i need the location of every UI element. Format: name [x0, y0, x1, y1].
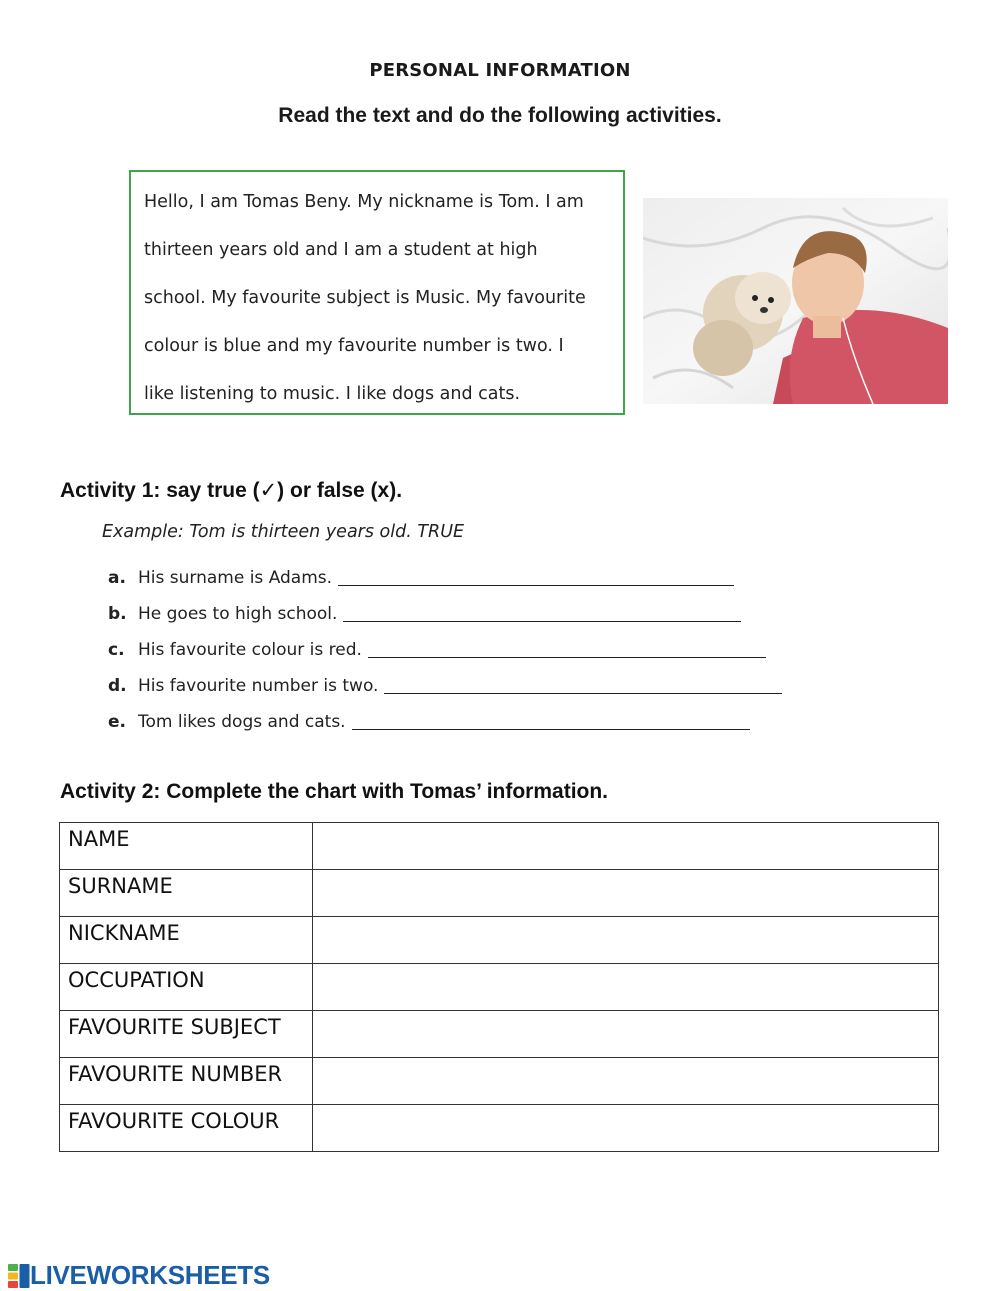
brand-name: LIVEWORKSHEETS — [30, 1260, 270, 1290]
chart-label: NAME — [60, 823, 313, 870]
chart-label: SURNAME — [60, 870, 313, 917]
true-false-item — [108, 560, 828, 596]
item-text: His favourite number is two. — [138, 676, 379, 696]
page-title: PERSONAL INFORMATION — [369, 60, 631, 81]
true-false-item — [108, 632, 828, 668]
chart-row — [60, 964, 939, 1011]
chart-answer-cell[interactable] — [313, 870, 939, 917]
item-text: Tom likes dogs and cats. — [138, 712, 346, 732]
chart-label: NICKNAME — [60, 917, 313, 964]
answer-blank[interactable] — [368, 656, 766, 658]
activity-1-items — [108, 560, 828, 740]
chart-row — [60, 1011, 939, 1058]
activity-1-heading: Activity 1: say true (✓) or false (x). — [60, 479, 403, 502]
reading-text-box — [129, 170, 625, 415]
activity-1-example: Example: Tom is thirteen years old. TRUE — [102, 522, 465, 542]
answer-blank[interactable] — [384, 692, 782, 694]
instruction-heading: Read the text and do the following activities. — [278, 104, 722, 127]
item-letter: c. — [108, 640, 125, 660]
true-false-item — [108, 704, 828, 740]
reading-line: Hello, I am Tomas Beny. My nickname is Tom. I am — [144, 192, 584, 212]
boy-with-dog-photo — [643, 198, 948, 404]
activity-2-heading: Activity 2: Complete the chart with Tomas’ information. — [60, 780, 609, 803]
chart-label: FAVOURITE COLOUR — [60, 1105, 313, 1152]
chart-row — [60, 870, 939, 917]
item-letter: e. — [108, 712, 126, 732]
item-text: His surname is Adams. — [138, 568, 333, 588]
chart-row — [60, 823, 939, 870]
item-letter: b. — [108, 604, 127, 624]
answer-blank[interactable] — [352, 728, 750, 730]
reading-line: colour is blue and my favourite number is two. I — [144, 336, 564, 356]
item-letter: a. — [108, 568, 126, 588]
chart-answer-cell[interactable] — [313, 1058, 939, 1105]
answer-blank[interactable] — [338, 584, 734, 586]
chart-label: OCCUPATION — [60, 964, 313, 1011]
answer-blank[interactable] — [343, 620, 741, 622]
item-text: He goes to high school. — [138, 604, 338, 624]
item-text: His favourite colour is red. — [138, 640, 362, 660]
chart-row — [60, 917, 939, 964]
true-false-item — [108, 668, 828, 704]
chart-answer-cell[interactable] — [313, 1011, 939, 1058]
chart-row — [60, 1058, 939, 1105]
true-false-item — [108, 596, 828, 632]
chart-answer-cell[interactable] — [313, 823, 939, 870]
reading-line: like listening to music. I like dogs and cats. — [144, 384, 521, 404]
footer-brand — [8, 1260, 270, 1291]
chart-answer-cell[interactable] — [313, 964, 939, 1011]
chart-answer-cell[interactable] — [313, 917, 939, 964]
reading-line: thirteen years old and I am a student at high — [144, 240, 538, 260]
chart-answer-cell[interactable] — [313, 1105, 939, 1152]
information-chart — [59, 822, 939, 1152]
chart-label: FAVOURITE NUMBER — [60, 1058, 313, 1105]
liveworksheets-logo-icon — [8, 1264, 30, 1288]
reading-line: school. My favourite subject is Music. My favourite — [144, 288, 586, 308]
chart-row — [60, 1105, 939, 1152]
item-letter: d. — [108, 676, 127, 696]
chart-label: FAVOURITE SUBJECT — [60, 1011, 313, 1058]
